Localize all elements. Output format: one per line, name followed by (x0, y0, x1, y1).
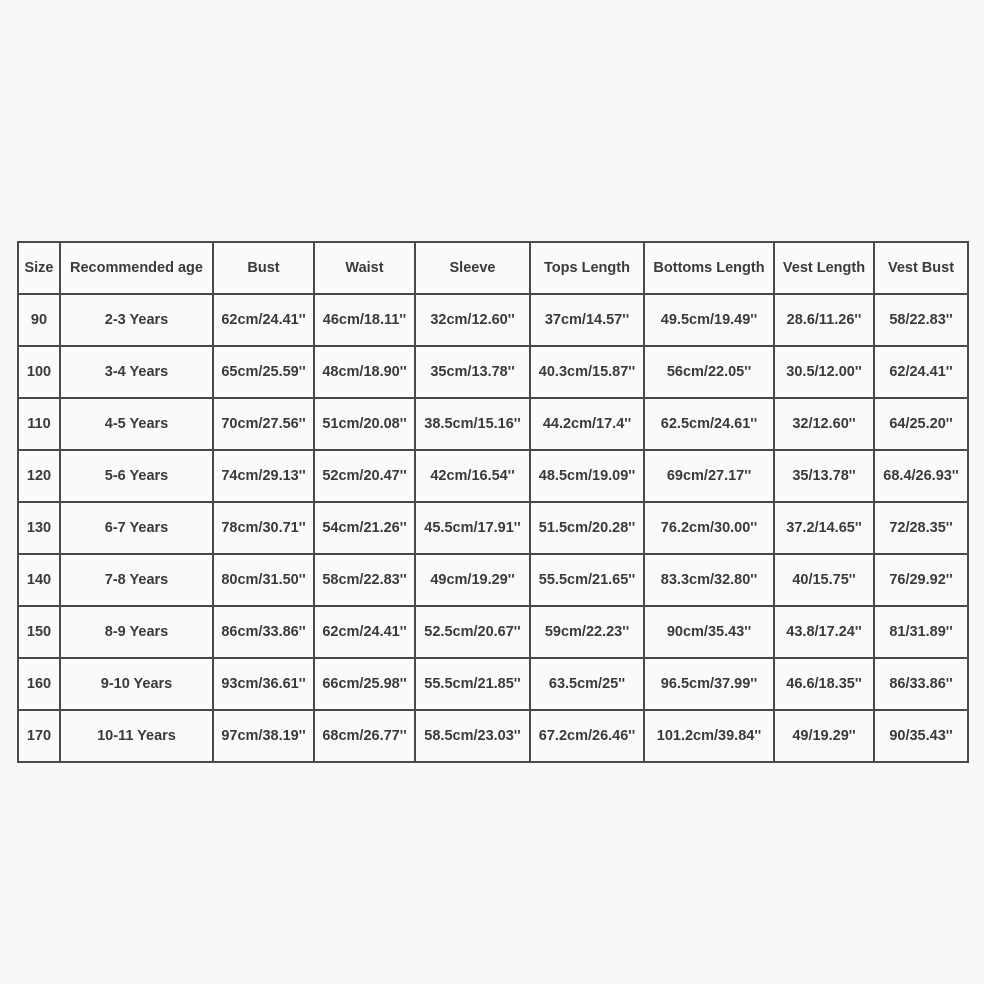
cell-bust: 70cm/27.56'' (213, 398, 314, 450)
cell-tops-length: 51.5cm/20.28'' (530, 502, 644, 554)
cell-sleeve: 38.5cm/15.16'' (415, 398, 530, 450)
cell-bottoms-length: 96.5cm/37.99'' (644, 658, 774, 710)
column-header-bottoms-length: Bottoms Length (644, 242, 774, 294)
cell-waist: 46cm/18.11'' (314, 294, 415, 346)
table-row (18, 606, 968, 658)
cell-vest-length: 37.2/14.65'' (774, 502, 874, 554)
table-row (18, 710, 968, 762)
cell-recommended-age: 6-7 Years (60, 502, 213, 554)
cell-sleeve: 45.5cm/17.91'' (415, 502, 530, 554)
cell-size: 140 (18, 554, 60, 606)
cell-sleeve: 58.5cm/23.03'' (415, 710, 530, 762)
column-header-tops-length: Tops Length (530, 242, 644, 294)
column-header-size: Size (18, 242, 60, 294)
cell-recommended-age: 3-4 Years (60, 346, 213, 398)
cell-vest-bust: 81/31.89'' (874, 606, 968, 658)
cell-size: 170 (18, 710, 60, 762)
cell-recommended-age: 4-5 Years (60, 398, 213, 450)
column-header-bust: Bust (213, 242, 314, 294)
cell-bottoms-length: 90cm/35.43'' (644, 606, 774, 658)
cell-vest-length: 43.8/17.24'' (774, 606, 874, 658)
cell-recommended-age: 2-3 Years (60, 294, 213, 346)
cell-vest-length: 28.6/11.26'' (774, 294, 874, 346)
cell-tops-length: 67.2cm/26.46'' (530, 710, 644, 762)
cell-waist: 51cm/20.08'' (314, 398, 415, 450)
cell-tops-length: 40.3cm/15.87'' (530, 346, 644, 398)
cell-tops-length: 63.5cm/25'' (530, 658, 644, 710)
cell-vest-bust: 72/28.35'' (874, 502, 968, 554)
column-header-recommended-age: Recommended age (60, 242, 213, 294)
cell-recommended-age: 7-8 Years (60, 554, 213, 606)
cell-bust: 80cm/31.50'' (213, 554, 314, 606)
cell-recommended-age: 9-10 Years (60, 658, 213, 710)
cell-waist: 54cm/21.26'' (314, 502, 415, 554)
table-row (18, 294, 968, 346)
cell-bottoms-length: 62.5cm/24.61'' (644, 398, 774, 450)
cell-waist: 58cm/22.83'' (314, 554, 415, 606)
cell-vest-bust: 86/33.86'' (874, 658, 968, 710)
cell-vest-length: 40/15.75'' (774, 554, 874, 606)
cell-bottoms-length: 101.2cm/39.84'' (644, 710, 774, 762)
cell-size: 130 (18, 502, 60, 554)
cell-tops-length: 59cm/22.23'' (530, 606, 644, 658)
cell-bottoms-length: 56cm/22.05'' (644, 346, 774, 398)
cell-sleeve: 35cm/13.78'' (415, 346, 530, 398)
cell-vest-bust: 62/24.41'' (874, 346, 968, 398)
cell-bust: 78cm/30.71'' (213, 502, 314, 554)
table-row (18, 346, 968, 398)
cell-bust: 86cm/33.86'' (213, 606, 314, 658)
cell-recommended-age: 5-6 Years (60, 450, 213, 502)
cell-waist: 68cm/26.77'' (314, 710, 415, 762)
cell-vest-length: 46.6/18.35'' (774, 658, 874, 710)
cell-bust: 74cm/29.13'' (213, 450, 314, 502)
cell-bust: 65cm/25.59'' (213, 346, 314, 398)
cell-recommended-age: 10-11 Years (60, 710, 213, 762)
cell-waist: 52cm/20.47'' (314, 450, 415, 502)
table-row (18, 502, 968, 554)
cell-sleeve: 32cm/12.60'' (415, 294, 530, 346)
cell-size: 150 (18, 606, 60, 658)
cell-tops-length: 44.2cm/17.4'' (530, 398, 644, 450)
cell-bottoms-length: 83.3cm/32.80'' (644, 554, 774, 606)
cell-size: 160 (18, 658, 60, 710)
cell-bottoms-length: 49.5cm/19.49'' (644, 294, 774, 346)
cell-sleeve: 55.5cm/21.85'' (415, 658, 530, 710)
cell-waist: 62cm/24.41'' (314, 606, 415, 658)
cell-bust: 97cm/38.19'' (213, 710, 314, 762)
table-body (18, 294, 968, 762)
table-row (18, 554, 968, 606)
cell-tops-length: 37cm/14.57'' (530, 294, 644, 346)
cell-waist: 66cm/25.98'' (314, 658, 415, 710)
cell-sleeve: 42cm/16.54'' (415, 450, 530, 502)
cell-bottoms-length: 76.2cm/30.00'' (644, 502, 774, 554)
cell-vest-length: 30.5/12.00'' (774, 346, 874, 398)
cell-vest-bust: 58/22.83'' (874, 294, 968, 346)
cell-vest-bust: 90/35.43'' (874, 710, 968, 762)
column-header-sleeve: Sleeve (415, 242, 530, 294)
cell-tops-length: 55.5cm/21.65'' (530, 554, 644, 606)
cell-vest-bust: 64/25.20'' (874, 398, 968, 450)
cell-vest-length: 35/13.78'' (774, 450, 874, 502)
cell-bottoms-length: 69cm/27.17'' (644, 450, 774, 502)
table-row (18, 398, 968, 450)
cell-size: 120 (18, 450, 60, 502)
cell-size: 90 (18, 294, 60, 346)
cell-waist: 48cm/18.90'' (314, 346, 415, 398)
cell-vest-length: 32/12.60'' (774, 398, 874, 450)
cell-vest-bust: 68.4/26.93'' (874, 450, 968, 502)
size-chart-table (17, 241, 969, 763)
cell-recommended-age: 8-9 Years (60, 606, 213, 658)
cell-bust: 93cm/36.61'' (213, 658, 314, 710)
cell-size: 110 (18, 398, 60, 450)
header-row (18, 242, 968, 294)
cell-sleeve: 49cm/19.29'' (415, 554, 530, 606)
cell-vest-length: 49/19.29'' (774, 710, 874, 762)
cell-size: 100 (18, 346, 60, 398)
table-row (18, 658, 968, 710)
table-row (18, 450, 968, 502)
cell-bust: 62cm/24.41'' (213, 294, 314, 346)
cell-tops-length: 48.5cm/19.09'' (530, 450, 644, 502)
column-header-vest-bust: Vest Bust (874, 242, 968, 294)
cell-sleeve: 52.5cm/20.67'' (415, 606, 530, 658)
cell-vest-bust: 76/29.92'' (874, 554, 968, 606)
column-header-waist: Waist (314, 242, 415, 294)
column-header-vest-length: Vest Length (774, 242, 874, 294)
